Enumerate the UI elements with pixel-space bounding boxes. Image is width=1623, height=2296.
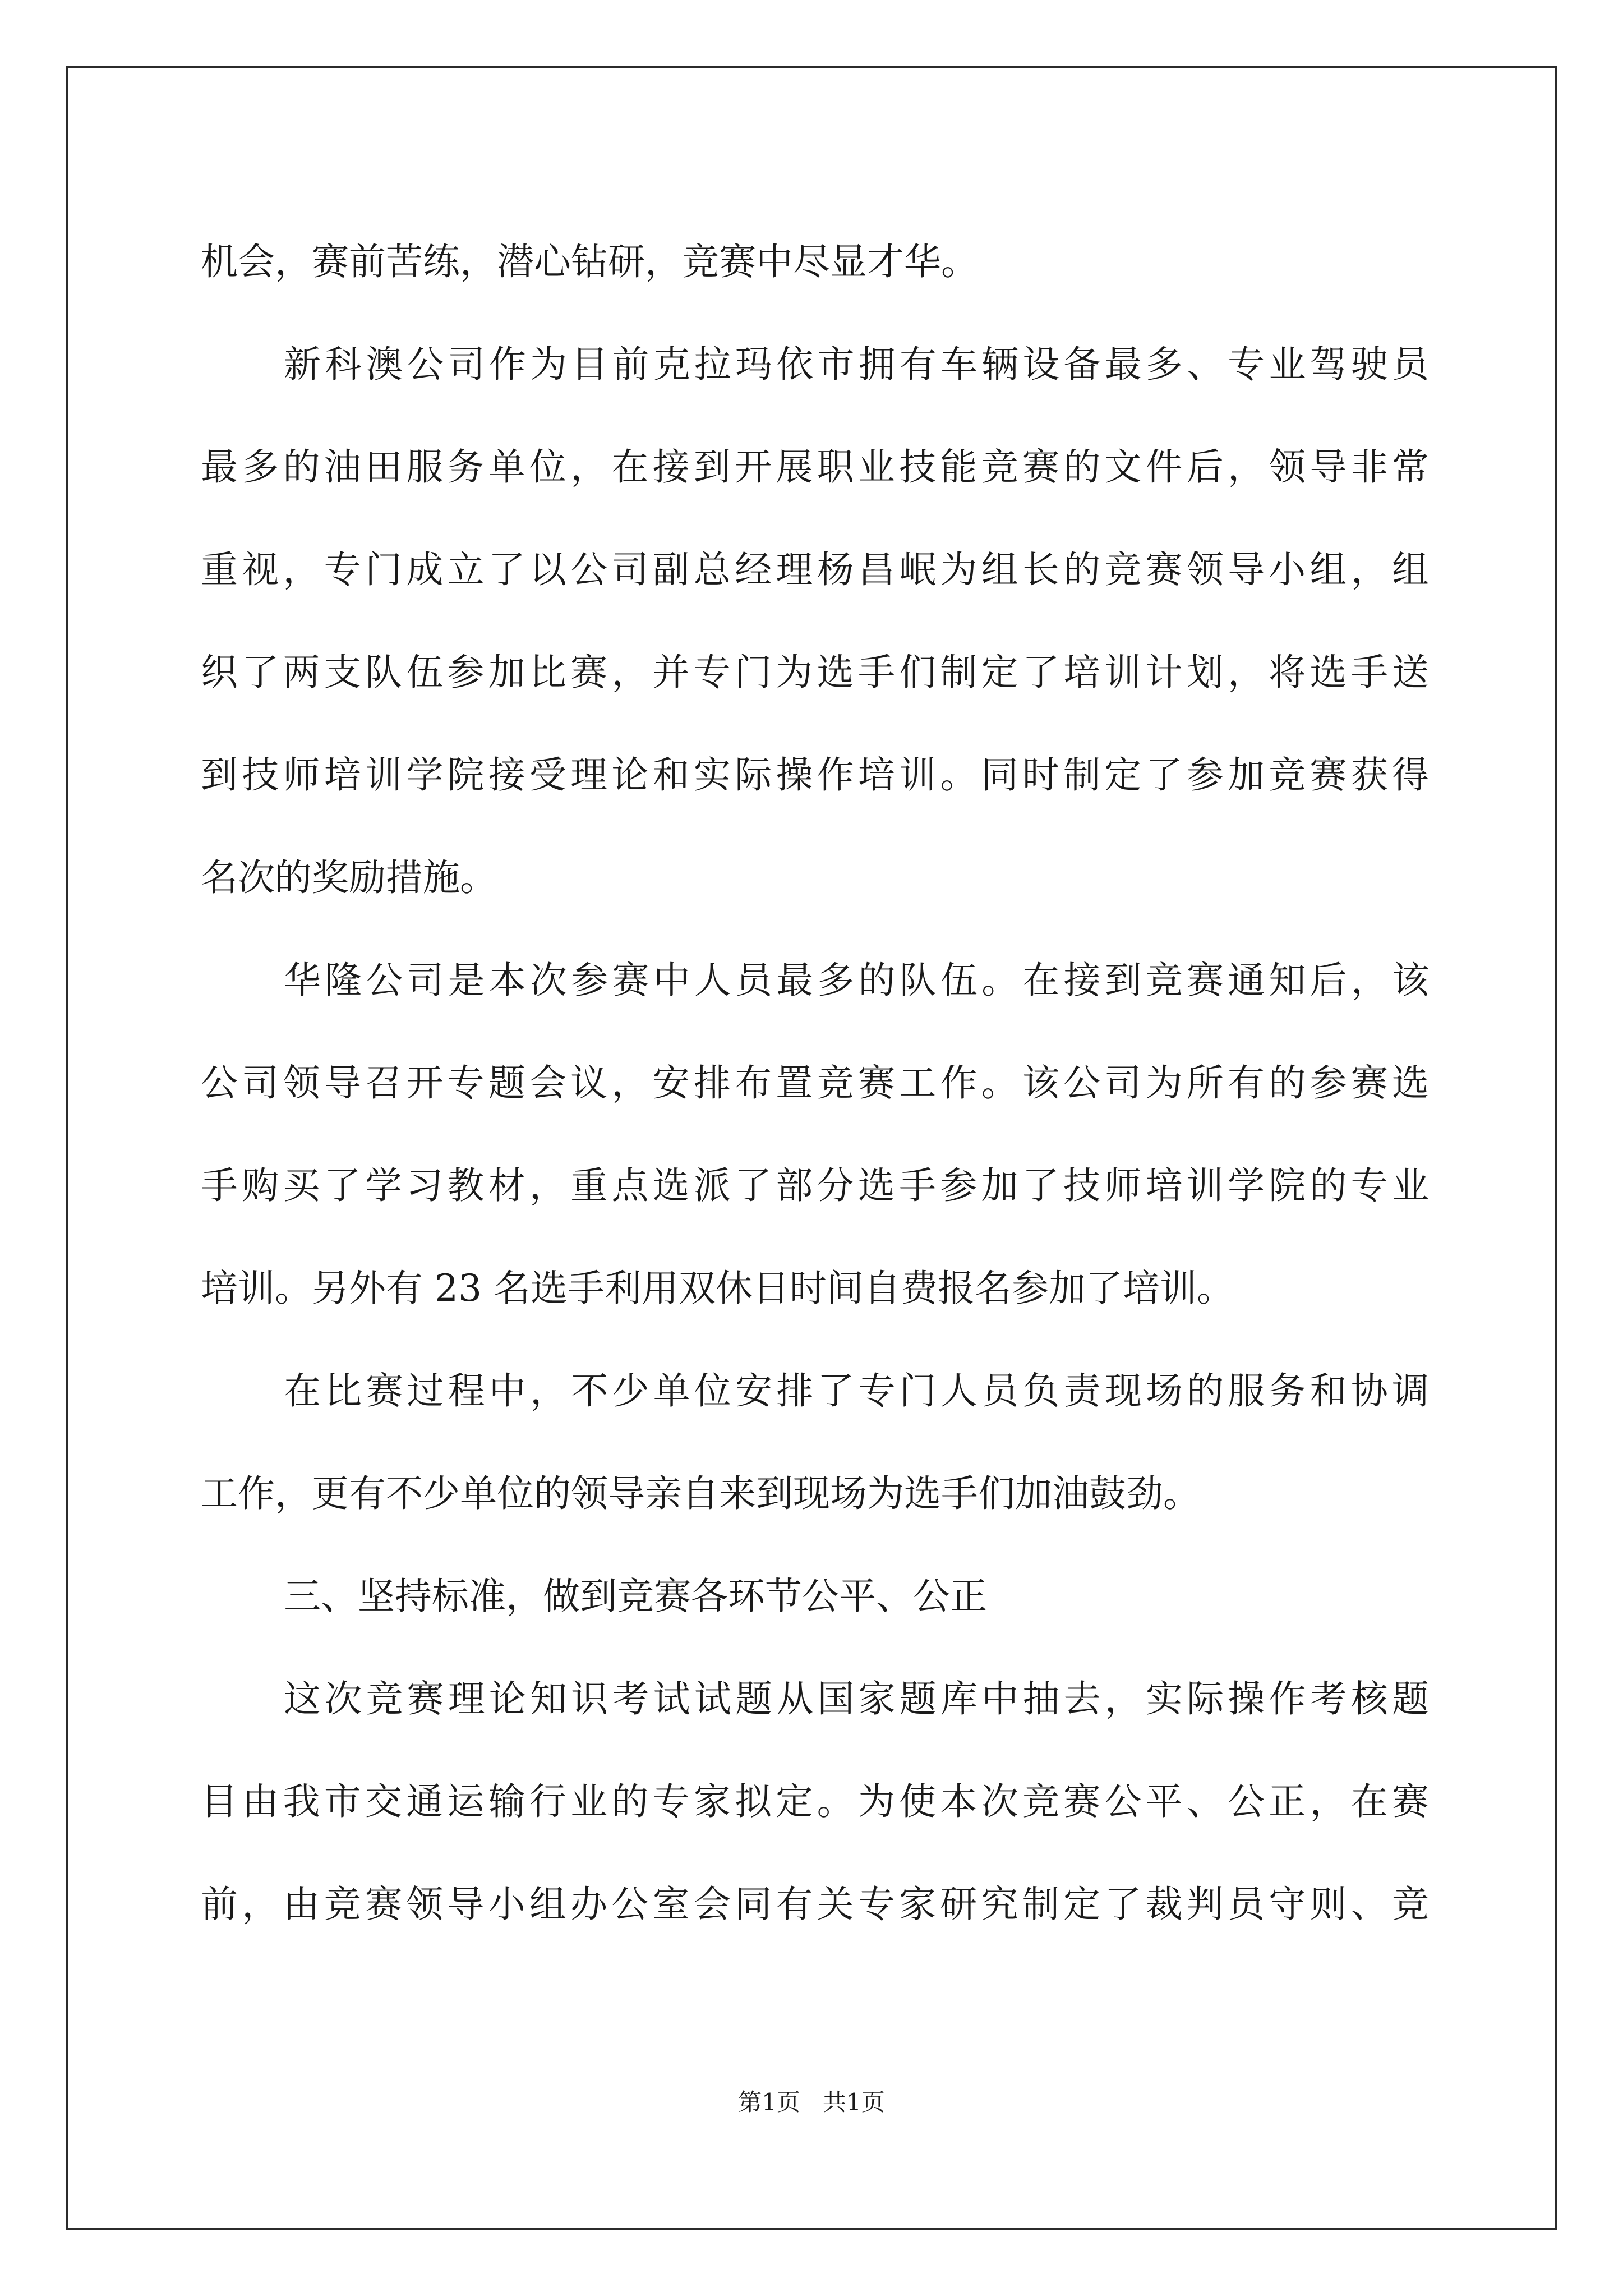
text-line: 织了两支队伍参加比赛，并专门为选手们制定了培训计划，将选手送 xyxy=(201,651,1429,694)
text-line: 这次竞赛理论知识考试试题从国家题库中抽去，实际操作考核题 xyxy=(284,1677,1429,1720)
text-line: 机会，赛前苦练，潜心钻研，竞赛中尽显才华。 xyxy=(201,240,978,283)
text-line: 在比赛过程中，不少单位安排了专门人员负责现场的服务和协调 xyxy=(284,1369,1429,1412)
text-line: 前，由竞赛领导小组办公室会同有关专家研究制定了裁判员守则、竞 xyxy=(201,1883,1429,1926)
text-line: 最多的油田服务单位，在接到开展职业技能竞赛的文件后，领导非常 xyxy=(201,445,1429,489)
text-line: 手购买了学习教材，重点选派了部分选手参加了技师培训学院的专业 xyxy=(201,1164,1429,1207)
text-line: 目由我市交通运输行业的专家拟定。为使本次竞赛公平、公正，在赛 xyxy=(201,1780,1429,1823)
text-line: 重视，专门成立了以公司副总经理杨昌岷为组长的竞赛领导小组，组 xyxy=(201,548,1429,591)
text-line: 到技师培训学院接受理论和实际操作培训。同时制定了参加竞赛获得 xyxy=(201,753,1429,797)
text-line: 名次的奖励措施。 xyxy=(201,856,497,899)
text-line: 培训。另外有 23 名选手利用双休日时间自费报名参加了培训。 xyxy=(201,1267,1234,1310)
text-line: 工作，更有不少单位的领导亲自来到现场为选手们加油鼓劲。 xyxy=(201,1472,1200,1515)
page-number-footer: 第1页 共1页 xyxy=(738,2088,885,2116)
text-line: 公司领导召开专题会议，安排布置竞赛工作。该公司为所有的参赛选 xyxy=(201,1061,1429,1105)
section-heading: 三、坚持标准，做到竞赛各环节公平、公正 xyxy=(284,1575,987,1618)
text-line: 华隆公司是本次参赛中人员最多的队伍。在接到竞赛通知后，该 xyxy=(284,959,1429,1002)
document-body xyxy=(201,210,1429,1955)
text-line: 新科澳公司作为目前克拉玛依市拥有车辆设备最多、专业驾驶员 xyxy=(284,343,1429,386)
